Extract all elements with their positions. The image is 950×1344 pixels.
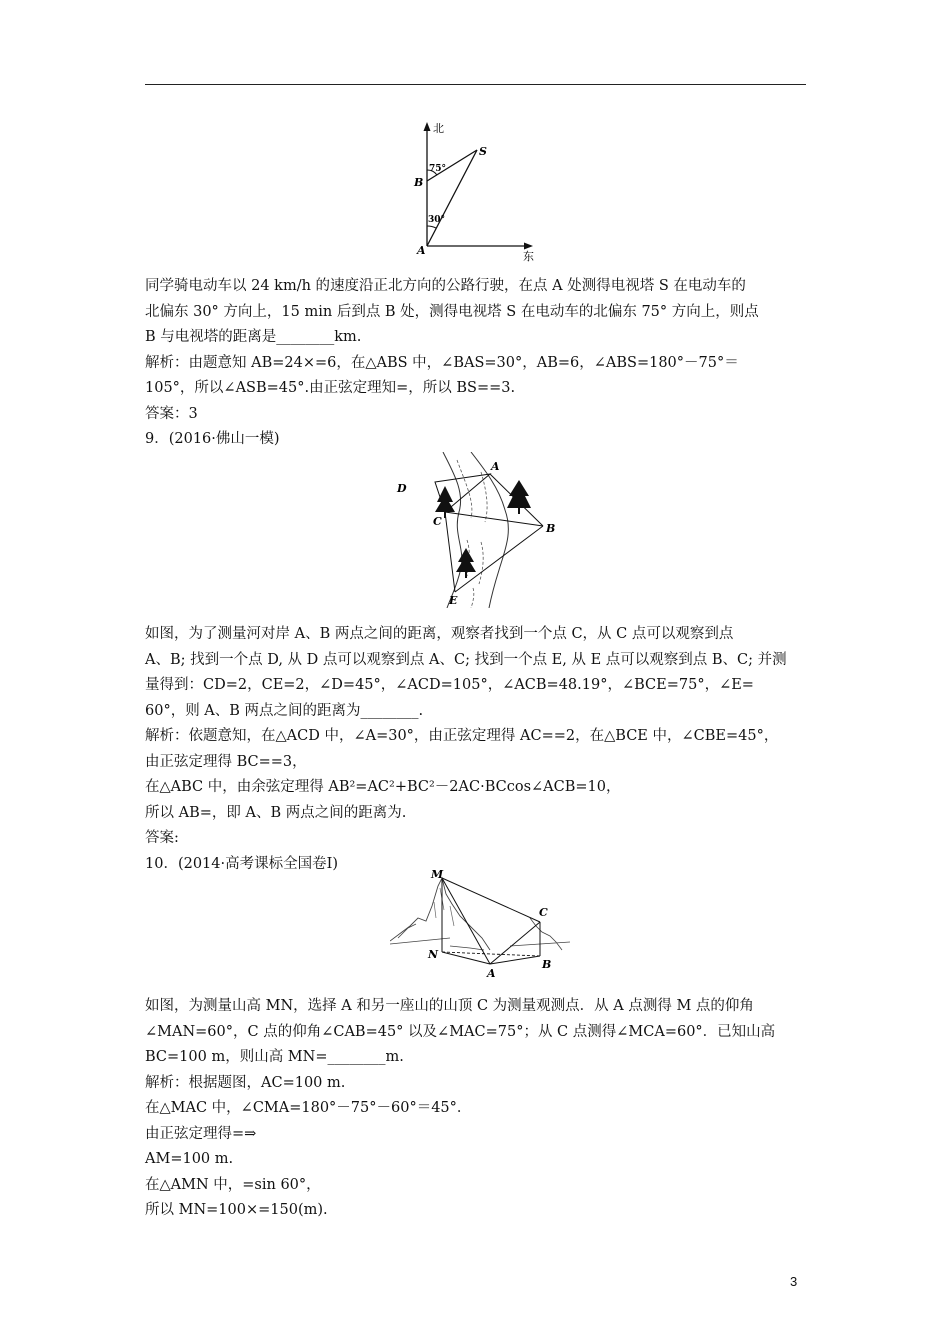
point-e-label: E <box>449 594 458 607</box>
point-b-label: B <box>546 522 556 535</box>
p10-line: ∠MAN=60°，C 点的仰角∠CAB=45° 以及∠MAC=75°；从 C 点测得∠MCA=60°．已知山高 <box>145 1023 776 1040</box>
p9-line: 在△ABC 中，由余弦定理得 AB²=AC²+BC²－2AC·BCcos∠ACB=10， <box>145 779 621 795</box>
problem-8-text <box>145 274 815 453</box>
problem-10-title: 10．(2014·高考课标全国卷Ⅰ) <box>145 855 339 872</box>
problem-10-text <box>145 994 815 1224</box>
point-b-label: B <box>542 958 552 971</box>
p10-line: 由正弦定理得=⇒ <box>145 1125 257 1142</box>
p9-answer: 答案: <box>145 830 179 846</box>
p10-line: 在△AMN 中，=sin 60°， <box>145 1176 321 1193</box>
point-s-label: S <box>479 145 487 158</box>
p9-line: A、B; 找到一个点 D, 从 D 点可以观察到点 A、C; 找到一个点 E, 从 E 点可以观察到点 B、C; 并测 <box>145 651 787 668</box>
tree-icon <box>456 548 476 578</box>
angle-75-label: 75° <box>429 164 447 174</box>
point-a-label: A <box>491 460 500 473</box>
p9-line: 由正弦定理得 BC==3， <box>145 753 307 770</box>
point-a-label: A <box>417 244 426 257</box>
point-m-label: M <box>431 868 444 881</box>
page-number: 3 <box>790 1274 798 1289</box>
p10-line: 如图，为测量山高 MN，选择 A 和另一座山的山顶 C 为测量观测点．从 A 点测得 M 点的仰角 <box>145 998 754 1014</box>
p9-line: 60°，则 A、B 两点之间的距离为________. <box>145 702 424 719</box>
p9-line: 所以 AB=，即 A、B 两点之间的距离为. <box>145 804 407 821</box>
tree-icon <box>507 480 531 514</box>
point-d-label: D <box>397 482 407 495</box>
problem-9-text <box>145 622 815 877</box>
p10-line: 在△MAC 中，∠CMA=180°－75°－60°＝45°． <box>145 1100 472 1116</box>
p10-line: 所以 MN=100×=150(m). <box>145 1202 328 1218</box>
point-c-label: C <box>433 515 442 528</box>
p8-line: B 与电视塔的距离是________km. <box>145 329 362 345</box>
figure-bearing <box>405 118 545 264</box>
p9-line: 量得到：CD=2，CE=2，∠D=45°，∠ACD=105°，∠ACB=48.19°，∠BCE=75°，∠E= <box>145 677 754 693</box>
p9-line: 如图，为了测量河对岸 A、B 两点之间的距离，观察者找到一个点 C，从 C 点可以观察到点 <box>145 626 734 642</box>
p8-line: 解析：由题意知 AB=24×=6，在△ABS 中，∠BAS=30°，AB=6，∠ABS=180°－75°＝ <box>145 354 739 371</box>
point-b-label: B <box>414 176 424 189</box>
east-label: 东 <box>523 250 534 263</box>
figure-mountain <box>390 866 570 978</box>
p8-answer: 答案：3 <box>145 405 198 422</box>
figure-river <box>395 452 565 608</box>
angle-30-label: 30° <box>428 215 446 225</box>
p10-line: BC=100 m，则山高 MN=________m. <box>145 1049 404 1065</box>
p9-line: 解析：依题意知，在△ACD 中，∠A=30°，由正弦定理得 AC==2，在△BCE 中，∠CBE=45°， <box>145 728 779 744</box>
p10-line: 解析：根据题图，AC=100 m. <box>145 1074 346 1091</box>
point-n-label: N <box>428 948 439 961</box>
point-c-label: C <box>539 906 548 919</box>
p8-line: 北偏东 30° 方向上，15 min 后到点 B 处，测得电视塔 S 在电动车的北偏东 75° 方向上，则点 <box>145 303 759 320</box>
p10-line: AM=100 m. <box>145 1151 234 1167</box>
north-label: 北 <box>433 122 444 135</box>
p8-line: 105°，所以∠ASB=45°.由正弦定理知=，所以 BS==3. <box>145 380 516 396</box>
problem-9-title: 9．(2016·佛山一模) <box>145 431 280 447</box>
p8-line: 同学骑电动车以 24 km/h 的速度沿正北方向的公路行驶，在点 A 处测得电视塔 S 在电动车的 <box>145 278 746 294</box>
header-rule <box>145 84 806 85</box>
point-a-label: A <box>487 967 496 978</box>
